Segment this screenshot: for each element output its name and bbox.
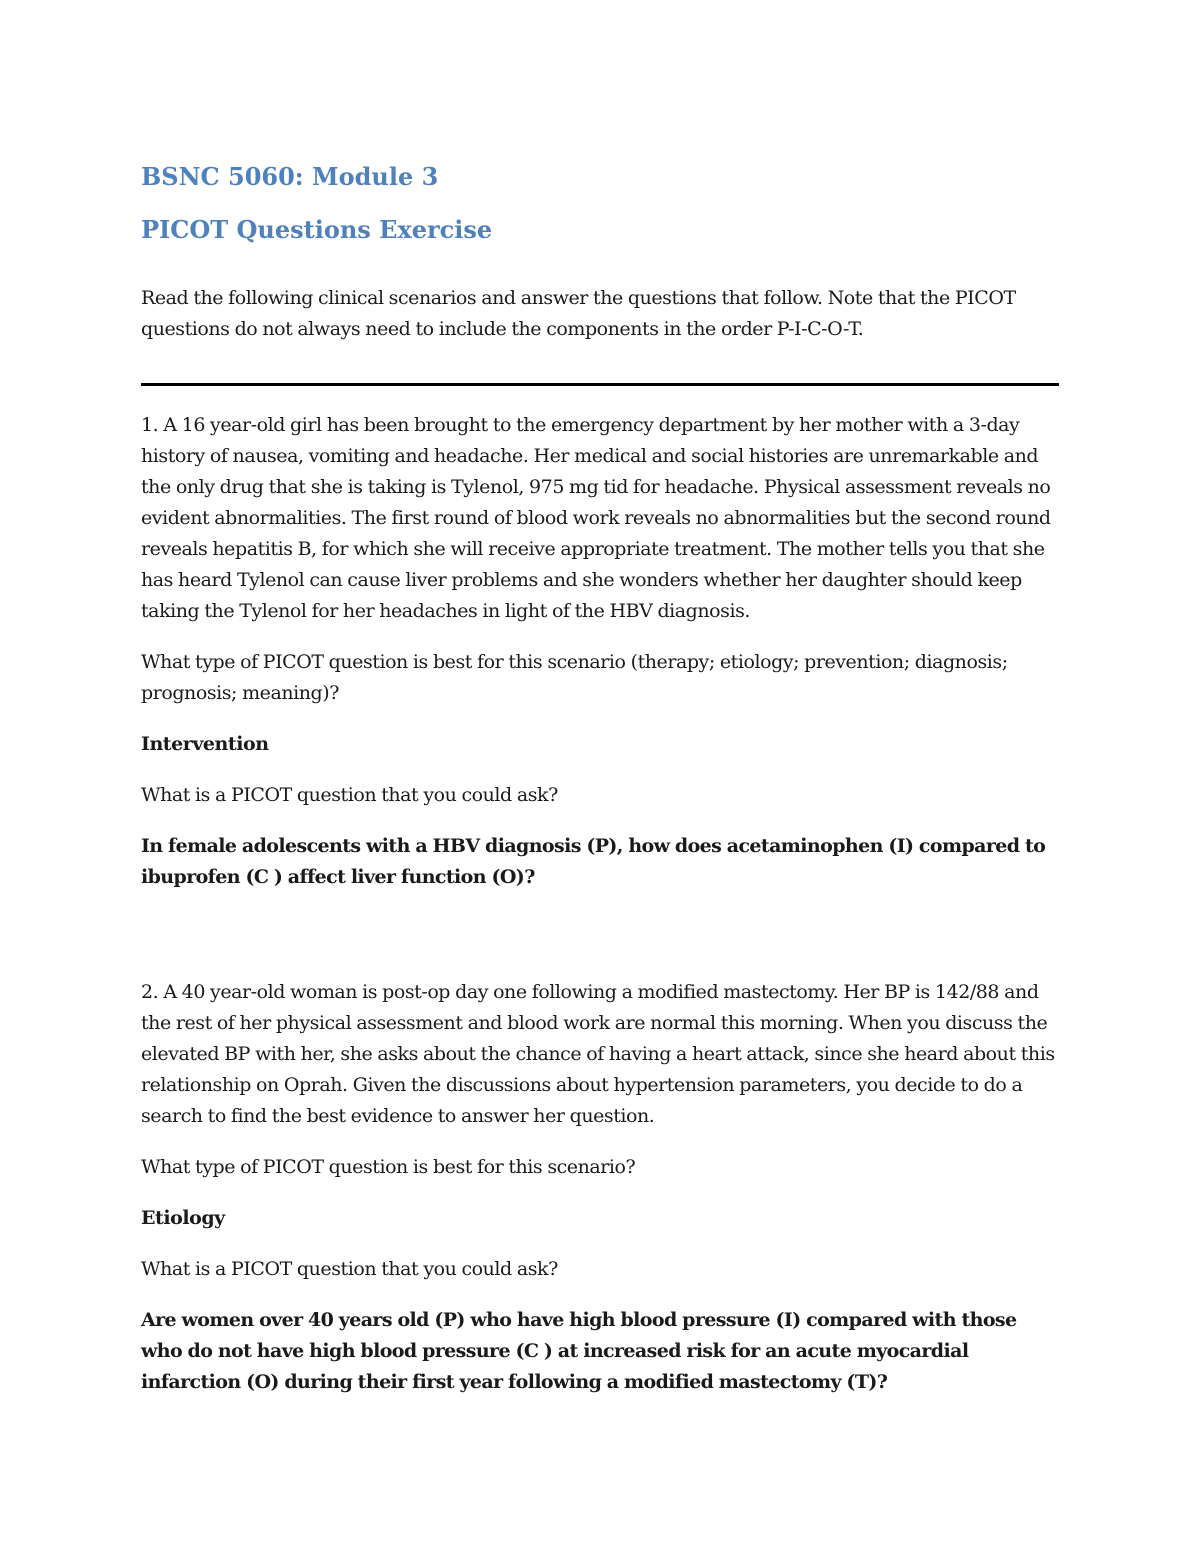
scenario-1	[141, 410, 1059, 893]
document-body	[141, 158, 1059, 1398]
scenario-2	[141, 977, 1059, 1398]
question-type-answer: Intervention	[141, 733, 269, 755]
picot-question-answer: Are women over 40 years old (P) who have high blood pressure (I) compared with those who do not have high blood pressure (C ) at increased risk for an acute myocardial infarction (O) during their first year following a modified mastectomy (T)?	[141, 1309, 1017, 1393]
picot-question-prompt: What is a PICOT question that you could ask?	[141, 1258, 558, 1280]
question-type-prompt: What type of PICOT question is best for this scenario (therapy; etiology; prevention; diagnosis; prognosis; meaning)?	[141, 651, 1008, 704]
exercise-title: PICOT Questions Exercise	[141, 215, 493, 244]
horizontal-rule	[141, 383, 1059, 386]
picot-question-answer: In female adolescents with a HBV diagnosis (P), how does acetaminophen (I) compared to ibuprofen (C ) affect liver function (O)?	[141, 835, 1046, 888]
intro-paragraph: Read the following clinical scenarios and answer the questions that follow. Note that the PICOT questions do not always need to include the components in the order P-I-C-O-T.	[141, 287, 1016, 340]
course-title: BSNC 5060: Module 3	[141, 162, 439, 191]
scenario-text: 2. A 40 year-old woman is post-op day one following a modified mastectomy. Her BP is 142/88 and the rest of her physical assessment and blood work are normal this morning. When you discuss the elevated BP with her, she asks about the chance of having a heart attack, since she heard about this relationship on Oprah. Given the discussions about hypertension parameters, you decide to do a search to find the best evidence to answer her question.	[141, 981, 1055, 1127]
scenario-text: 1. A 16 year-old girl has been brought to the emergency department by her mother with a 3-day history of nausea, vomiting and headache. Her medical and social histories are unremarkable and the only drug that she is taking is Tylenol, 975 mg tid for headache. Physical assessment reveals no evident abnormalities. The first round of blood work reveals no abnormalities but the second round reveals hepatitis B, for which she will receive appropriate treatment. The mother tells you that she has heard Tylenol can cause liver problems and she wonders whether her daughter should keep taking the Tylenol for her headaches in light of the HBV diagnosis.	[141, 414, 1051, 622]
question-type-answer: Etiology	[141, 1207, 225, 1229]
question-type-prompt: What type of PICOT question is best for this scenario?	[141, 1156, 636, 1178]
picot-question-prompt: What is a PICOT question that you could ask?	[141, 784, 558, 806]
